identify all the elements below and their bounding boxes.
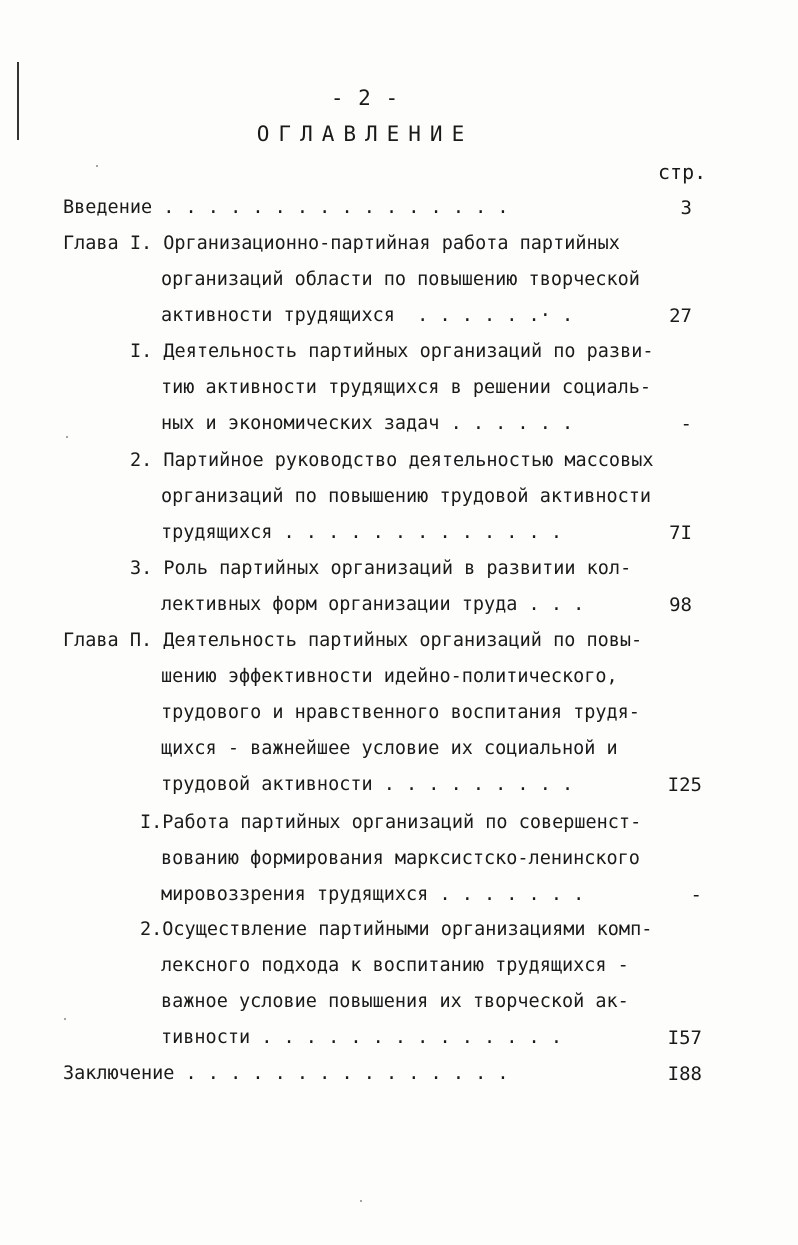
toc-page-section-1-3: 98 <box>669 594 692 616</box>
toc-title: ОГЛАВЛЕНИЕ <box>256 122 474 146</box>
toc-entry-chapter-2-line: щихся - важнейшее условие их социальной и <box>161 738 618 759</box>
page-number: - 2 - <box>330 86 400 110</box>
toc-entry-chapter-1-line: организаций области по повышению творческой <box>161 269 640 290</box>
toc-entry-section-1-3-line: 3. Роль партийных организаций в развитии кол- <box>130 558 632 579</box>
toc-entry-section-1-3-line: лективных форм организации труда . . . <box>161 594 585 615</box>
toc-entry-chapter-2-line: шению эффективности идейно-политического, <box>161 666 618 687</box>
toc-entry-section-1-1-line: ных и экономических задач . . . . . . <box>161 413 574 434</box>
toc-page-chapter-1: 27 <box>669 305 692 327</box>
toc-entry-section-2-1-line: вованию формирования марксистско-ленинского <box>161 848 640 869</box>
toc-entry-chapter-2-line: трудовой активности . . . . . . . . . <box>161 774 574 795</box>
toc-entry-section-2-2-line: тивности . . . . . . . . . . . . . . <box>161 1027 562 1048</box>
scan-speck <box>360 1200 362 1202</box>
toc-entry-introduction: Введение . . . . . . . . . . . . . . . . <box>63 197 509 218</box>
toc-entry-section-2-1-line: I.Работа партийных организаций по совершенст- <box>140 812 642 833</box>
toc-entry-chapter-2-line: Глава П. Деятельность партийных организаций по повы- <box>63 630 643 651</box>
toc-entry-section-1-2-line: организаций по повышению трудовой активности <box>161 486 652 507</box>
toc-page-section-2-2: I57 <box>667 1027 702 1049</box>
toc-page-section-2-1: - <box>690 884 702 906</box>
toc-entry-section-2-2-line: 2.Осуществление партийными организациями комп- <box>140 919 653 940</box>
toc-entry-conclusion: Заключение . . . . . . . . . . . . . . . <box>63 1063 509 1084</box>
toc-entry-section-2-1-line: мировоззрения трудящихся . . . . . . . <box>161 884 585 905</box>
toc-entry-section-1-1-line: I. Деятельность партийных организаций по разви- <box>130 341 654 362</box>
toc-entry-section-1-2-line: трудящихся . . . . . . . . . . . . . <box>161 522 562 543</box>
toc-page-section-1-2: 7I <box>669 522 692 544</box>
page-column-header: стр. <box>658 160 707 184</box>
toc-entry-chapter-1-line: Глава I. Организационно-партийная работа партийных <box>63 233 620 254</box>
toc-entry-chapter-2-line: трудового и нравственного воспитания трудя- <box>161 702 640 723</box>
scan-speck <box>96 165 98 167</box>
toc-entry-section-1-2-line: 2. Партийное руководство деятельностью массовых <box>130 450 654 471</box>
toc-page-introduction: 3 <box>680 197 692 219</box>
toc-entry-chapter-1-line: активности трудящихся . . . . . .· . <box>161 305 574 326</box>
toc-page-section-1-1: - <box>680 413 692 435</box>
scan-speck <box>64 1018 66 1020</box>
toc-page-chapter-2: I25 <box>667 774 702 796</box>
toc-entry-section-1-1-line: тию активности трудящихся в решении социаль- <box>161 377 652 398</box>
toc-entry-section-2-2-line: важное условие повышения их творческой ак- <box>161 991 629 1012</box>
toc-entry-section-2-2-line: лексного подхода к воспитанию трудящихся - <box>161 955 629 976</box>
toc-page-conclusion: I88 <box>667 1063 702 1085</box>
scan-speck <box>66 436 68 438</box>
